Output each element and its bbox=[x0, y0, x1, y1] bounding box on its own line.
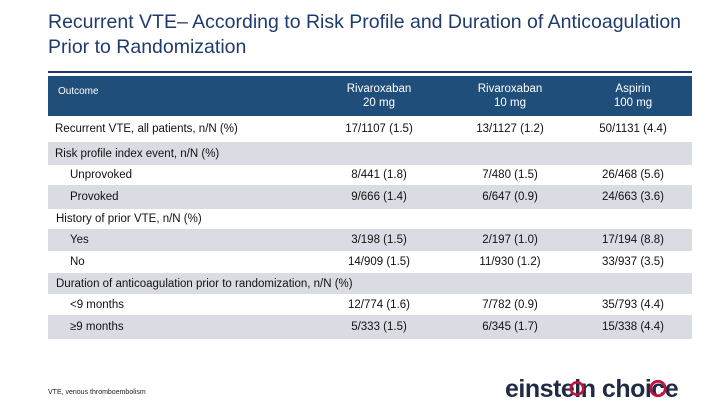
row-label: No bbox=[70, 256, 85, 268]
header-drug: Aspirin bbox=[615, 83, 651, 95]
cell-aspirin-100: 33/937 (3.5) bbox=[601, 256, 664, 268]
cell-aspirin-100: 50/1131 (4.4) bbox=[599, 123, 667, 135]
header-drug: Rivaroxaban bbox=[477, 83, 543, 95]
section-label: Risk profile index event, n/N (%) bbox=[55, 147, 220, 160]
table-row bbox=[48, 185, 692, 209]
row-label: <9 months bbox=[70, 298, 125, 311]
cell-rivaroxaban-20: 3/198 (1.5) bbox=[351, 234, 407, 246]
cell-rivaroxaban-10: 13/1127 (1.2) bbox=[476, 123, 544, 135]
footnote: VTE, venous thromboembolism bbox=[48, 389, 146, 396]
row-label: Unprovoked bbox=[70, 169, 133, 181]
cell-aspirin-100: 26/468 (5.6) bbox=[601, 169, 664, 181]
results-table bbox=[48, 76, 692, 339]
aspirin-100-header bbox=[574, 82, 692, 110]
header-dose: 100 mg bbox=[613, 97, 653, 109]
cell-rivaroxaban-20: 12/774 (1.6) bbox=[347, 298, 410, 311]
cell-aspirin-100: 15/338 (4.4) bbox=[601, 321, 664, 333]
cell-rivaroxaban-20: 5/333 (1.5) bbox=[351, 321, 407, 333]
cell-rivaroxaban-20: 9/666 (1.4) bbox=[351, 191, 407, 203]
svg-text:einstein choice: einstein choice bbox=[505, 375, 679, 402]
cell-rivaroxaban-20: 8/441 (1.8) bbox=[351, 169, 407, 181]
row-label: Provoked bbox=[70, 191, 119, 203]
cell-aspirin-100: 17/194 (8.8) bbox=[601, 234, 664, 246]
section-label: History of prior VTE, n/N (%) bbox=[56, 213, 202, 225]
table-row bbox=[48, 315, 692, 339]
header-dose: 10 mg bbox=[494, 97, 526, 109]
section-row-risk-profile bbox=[48, 142, 692, 165]
header-dose: 20 mg bbox=[363, 97, 395, 109]
slide-title: Recurrent VTE– According to Risk Profile and Duration of Anticoagulation Prior to Randomization bbox=[48, 11, 682, 58]
table-row bbox=[48, 294, 692, 315]
cell-rivaroxaban-10: 7/782 (0.9) bbox=[482, 298, 538, 311]
cell-rivaroxaban-20: 17/1107 (1.5) bbox=[345, 123, 413, 135]
cell-rivaroxaban-10: 6/647 (0.9) bbox=[482, 191, 538, 203]
table-row-overall bbox=[48, 116, 692, 142]
title-divider bbox=[48, 71, 692, 73]
cell-rivaroxaban-20: 14/909 (1.5) bbox=[347, 256, 410, 268]
row-label: ≥9 months bbox=[70, 321, 124, 333]
outcome-header: Outcome bbox=[58, 86, 99, 97]
row-label: Recurrent VTE, all patients, n/N (%) bbox=[55, 123, 238, 135]
cell-aspirin-100: 24/663 (3.6) bbox=[601, 191, 664, 203]
section-label: Duration of anticoagulation prior to randomization, n/N (%) bbox=[56, 277, 353, 290]
cell-aspirin-100: 35/793 (4.4) bbox=[601, 298, 664, 311]
cell-rivaroxaban-10: 6/345 (1.7) bbox=[482, 321, 538, 333]
rivaroxaban-10-header bbox=[446, 82, 574, 110]
cell-rivaroxaban-10: 11/930 (1.2) bbox=[479, 256, 541, 268]
table-header-row bbox=[48, 76, 692, 116]
rivaroxaban-20-header bbox=[312, 82, 446, 110]
section-row-duration bbox=[48, 273, 692, 294]
table-row bbox=[48, 165, 692, 185]
section-row-prior-vte bbox=[48, 209, 692, 229]
einstein-choice-logo bbox=[505, 374, 705, 402]
table-row bbox=[48, 229, 692, 251]
cell-rivaroxaban-10: 2/197 (1.0) bbox=[482, 234, 538, 246]
table-row bbox=[48, 251, 692, 273]
cell-rivaroxaban-10: 7/480 (1.5) bbox=[482, 169, 538, 181]
row-label: Yes bbox=[70, 234, 89, 246]
header-drug: Rivaroxaban bbox=[346, 83, 412, 95]
